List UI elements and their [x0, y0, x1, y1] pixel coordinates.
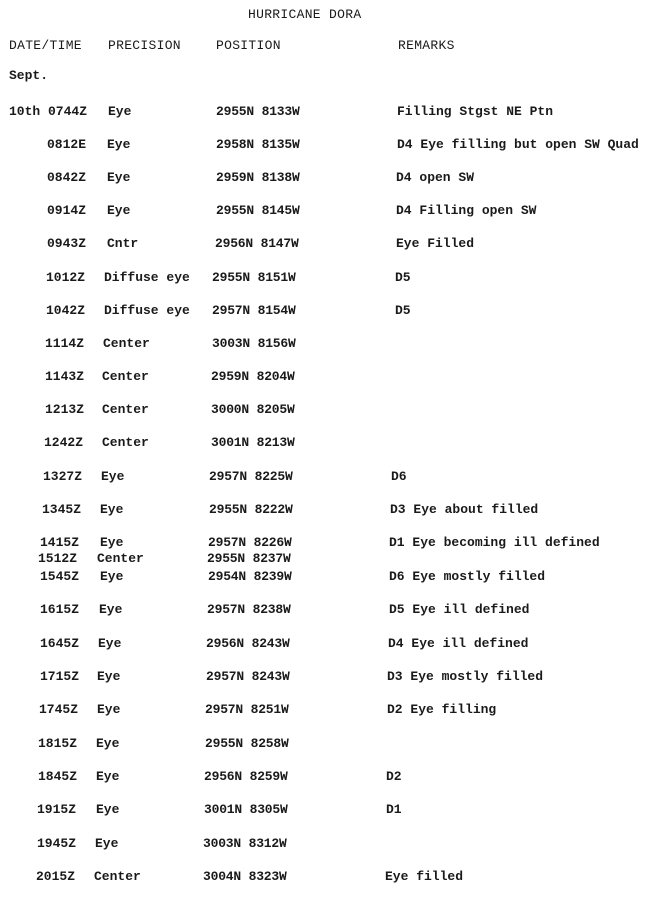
row-remarks: Eye filled [385, 869, 464, 884]
row-remarks: D4 open SW [396, 170, 475, 185]
row-position: 2957N 8243W [206, 669, 290, 684]
row-precision: Center [94, 869, 141, 884]
table-row [0, 769, 662, 785]
row-precision: Cntr [107, 236, 139, 251]
row-time: 1815Z [38, 736, 78, 751]
row-position: 2956N 8147W [215, 236, 299, 251]
table-row [0, 569, 662, 585]
month-label: Sept. [9, 68, 49, 83]
row-position: 3003N 8156W [212, 336, 296, 351]
row-remarks: D5 Eye ill defined [389, 602, 530, 617]
row-position: 2955N 8145W [216, 203, 300, 218]
row-remarks: D2 Eye filling [387, 702, 497, 717]
table-row [0, 170, 662, 186]
row-time: 1143Z [45, 369, 85, 384]
table-row [0, 869, 662, 885]
row-remarks: D4 Filling open SW [396, 203, 537, 218]
table-row [0, 137, 662, 153]
row-position: 3000N 8205W [211, 402, 295, 417]
row-position: 3001N 8305W [204, 802, 288, 817]
row-time: 1512Z [38, 551, 78, 566]
document-title: HURRICANE DORA [248, 7, 362, 22]
row-precision: Eye [96, 736, 120, 751]
row-time: 1745Z [39, 702, 79, 717]
header-position: POSITION [216, 38, 281, 53]
row-time: 1012Z [46, 270, 86, 285]
table-row [0, 104, 662, 120]
row-remarks: D4 Eye ill defined [388, 636, 529, 651]
row-precision: Center [103, 336, 150, 351]
table-row [0, 203, 662, 219]
row-time: 10th 0744Z [9, 104, 88, 119]
table-row [0, 636, 662, 652]
row-precision: Eye [101, 469, 125, 484]
row-precision: Eye [96, 802, 120, 817]
row-position: 3003N 8312W [203, 836, 287, 851]
table-row [0, 802, 662, 818]
row-position: 2957N 8251W [205, 702, 289, 717]
header-remarks: REMARKS [398, 38, 455, 53]
row-precision: Eye [97, 669, 121, 684]
table-row [0, 236, 662, 252]
table-row [0, 469, 662, 485]
row-precision: Eye [107, 203, 131, 218]
row-position: 2957N 8225W [209, 469, 293, 484]
row-remarks: D3 Eye about filled [390, 502, 539, 517]
table-row [0, 435, 662, 451]
row-time: 1615Z [40, 602, 80, 617]
row-position: 2959N 8138W [216, 170, 300, 185]
row-time: 1042Z [46, 303, 86, 318]
row-remarks: D5 [395, 303, 411, 318]
row-position: 2957N 8226W [208, 535, 292, 550]
table-row [0, 736, 662, 752]
row-position: 2957N 8154W [212, 303, 296, 318]
row-remarks: Eye Filled [396, 236, 475, 251]
row-time: 1645Z [40, 636, 80, 651]
table-row [0, 336, 662, 352]
row-precision: Eye [99, 602, 123, 617]
row-position: 3004N 8323W [203, 869, 287, 884]
table-row [0, 502, 662, 518]
row-time: 1327Z [43, 469, 83, 484]
row-precision: Eye [107, 170, 131, 185]
row-remarks: Filling Stgst NE Ptn [397, 104, 554, 119]
row-precision: Center [102, 369, 149, 384]
row-precision: Eye [98, 636, 122, 651]
row-precision: Eye [96, 769, 120, 784]
table-row [0, 702, 662, 718]
row-precision: Center [102, 435, 149, 450]
row-precision: Eye [100, 569, 124, 584]
table-row [0, 270, 662, 286]
row-position: 2957N 8238W [207, 602, 291, 617]
row-precision: Center [97, 551, 144, 566]
row-time: 0812E [47, 137, 87, 152]
row-position: 2955N 8151W [212, 270, 296, 285]
row-remarks: D6 Eye mostly filled [389, 569, 546, 584]
row-remarks: D2 [386, 769, 402, 784]
row-position: 2955N 8133W [216, 104, 300, 119]
row-time: 1242Z [44, 435, 84, 450]
row-position: 2955N 8258W [205, 736, 289, 751]
row-position: 2958N 8135W [216, 137, 300, 152]
row-precision: Eye [100, 502, 124, 517]
row-position: 2959N 8204W [211, 369, 295, 384]
row-remarks: D5 [395, 270, 411, 285]
row-position: 2956N 8259W [204, 769, 288, 784]
row-time: 2015Z [36, 869, 76, 884]
row-precision: Center [102, 402, 149, 417]
row-remarks: D1 Eye becoming ill defined [389, 535, 600, 550]
table-row [0, 369, 662, 385]
row-time: 1213Z [45, 402, 85, 417]
row-time: 1345Z [42, 502, 82, 517]
row-remarks: D4 Eye filling but open SW Quad [397, 137, 639, 152]
table-row [0, 836, 662, 852]
header-precision: PRECISION [108, 38, 181, 53]
row-position: 2956N 8243W [206, 636, 290, 651]
row-time: 1545Z [40, 569, 80, 584]
row-precision: Diffuse eye [104, 303, 190, 318]
row-position: 3001N 8213W [211, 435, 295, 450]
row-time: 1845Z [38, 769, 78, 784]
row-remarks: D3 Eye mostly filled [387, 669, 544, 684]
table-row [0, 303, 662, 319]
row-position: 2954N 8239W [208, 569, 292, 584]
header-datetime: DATE/TIME [9, 38, 82, 53]
row-precision: Diffuse eye [104, 270, 190, 285]
row-precision: Eye [107, 137, 131, 152]
row-position: 2955N 8222W [209, 502, 293, 517]
row-time: 1114Z [45, 336, 85, 351]
table-row [0, 669, 662, 685]
row-precision: Eye [100, 535, 124, 550]
row-precision: Eye [95, 836, 119, 851]
row-time: 0943Z [47, 236, 87, 251]
row-time: 0914Z [47, 203, 87, 218]
row-precision: Eye [97, 702, 121, 717]
row-time: 1945Z [37, 836, 77, 851]
row-time: 1415Z [40, 535, 80, 550]
table-row [0, 402, 662, 418]
table-row [0, 535, 662, 551]
row-remarks: D6 [391, 469, 407, 484]
row-remarks: D1 [386, 802, 402, 817]
row-time: 1915Z [37, 802, 77, 817]
row-precision: Eye [108, 104, 132, 119]
table-row [0, 602, 662, 618]
row-time: 1715Z [40, 669, 80, 684]
row-position: 2955N 8237W [207, 551, 291, 566]
row-time: 0842Z [47, 170, 87, 185]
table-row [0, 551, 662, 567]
